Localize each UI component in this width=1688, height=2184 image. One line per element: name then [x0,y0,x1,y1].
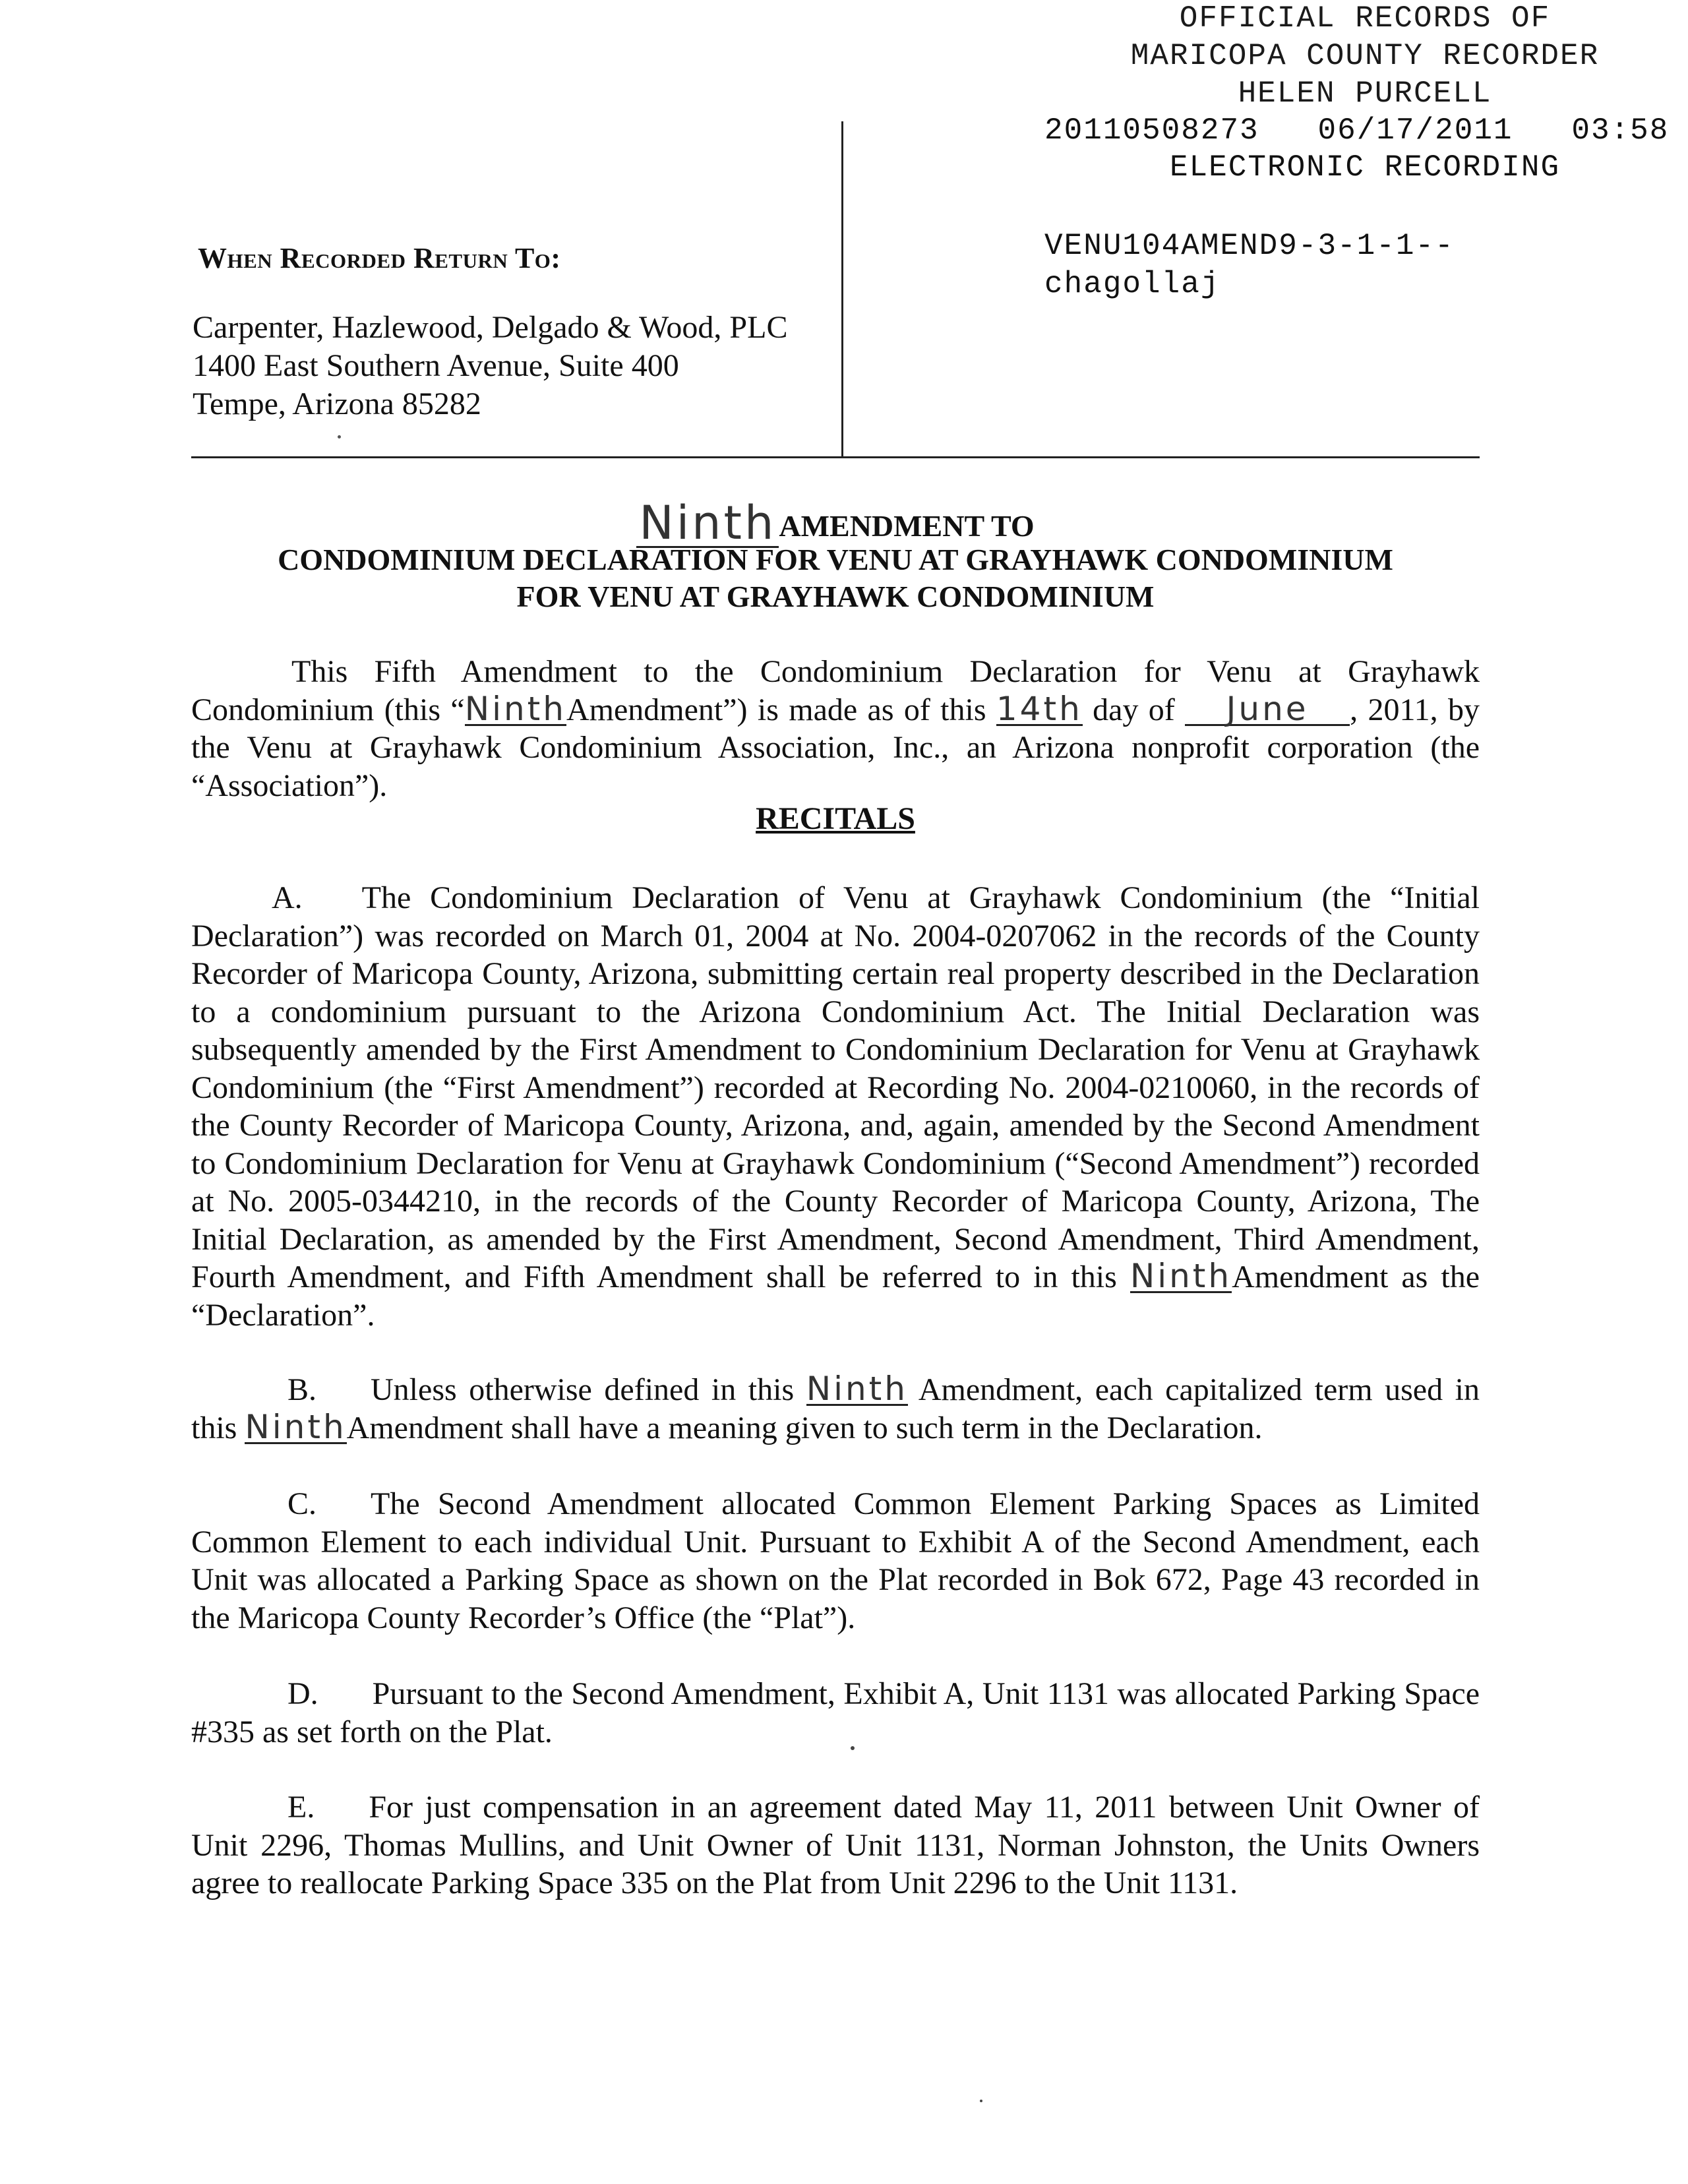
recital-c: C. The Second Amendment allocated Common Element Parking Spaces as Limited Common Element to each individual Unit. Pursuant to Exhibit A of the Second Amendment, each Unit was allocated a Parking Space as shown on the Plat recorded in Bok 672, Page 43 recorded in the Maricopa County Recorder’s Office (the “Plat”). [191,1486,1480,1635]
doc-code-line-2: chagollaj [1044,267,1221,301]
return-address-line-2: 1400 East Southern Avenue, Suite 400 [193,348,679,383]
header-rule [191,456,1480,458]
recital-e-letter: E. [287,1790,315,1825]
title-line-1-text: AMENDMENT TO [779,509,1035,543]
recital-b-letter: B. [287,1372,317,1407]
document-title-line-2: CONDOMINIUM DECLARATION FOR VENU AT GRAYHAWK CONDOMINIUM [278,543,1393,576]
scan-speck [338,435,341,439]
return-address-line-3: Tempe, Arizona 85282 [193,386,481,421]
recital-e: E. For just compensation in an agreement dated May 11, 2011 between Unit Owner of Unit 2296, Thomas Mullins, and Unit Owner of Unit 1131, Norman Johnston, the Units Owners agree to reallocate Parking Space 335 on the Plat from Unit 2296 to the Unit 1131. [191,1790,1480,1900]
return-address-line-1: Carpenter, Hazlewood, Delgado & Wood, PLC [193,310,788,345]
record-time: 03:58 [1571,113,1670,148]
handwritten-ordinal-title: Ninth [636,500,779,548]
handwritten-ordinal-recital-a: Ninth [1130,1257,1232,1295]
stamp-record-line [1044,113,1669,148]
recital-c-letter: C. [287,1486,317,1521]
record-date: 06/17/2011 [1317,113,1513,148]
recital-d: D. Pursuant to the Second Amendment, Exhibit A, Unit 1131 was allocated Parking Space #335 as set forth on the Plat. [191,1676,1480,1749]
handwritten-day: 14th [996,689,1083,728]
recorder-stamp [1042,0,1688,113]
handwritten-ordinal-recital-b-1: Ninth [806,1370,908,1408]
return-address [193,309,787,423]
intro-paragraph: This Fifth Amendment to the Condominium Declaration for Venu at Grayhawk Condominium (this “NinthAmendment”) is made as of this 14th day of June , 2011, by the Venu at Grayhawk Condominium Association, Inc., an Arizona nonprofit corporation (the “Association”). [191,654,1480,803]
scan-speck [980,2100,982,2102]
stamp-line-1: OFFICIAL RECORDS OF [1179,1,1551,36]
recital-a-letter: A. [272,880,303,915]
vertical-divider [841,121,843,456]
scan-speck [851,1746,855,1750]
handwritten-month: June [1185,694,1350,726]
record-number: 20110508273 [1044,113,1259,148]
recital-a: A. The Condominium Declaration of Venu at Grayhawk Condominium (the “Initial Declaration”) was recorded on March 01, 2004 at No. 2004-0207062 in the records of the County Recorder of Maricopa County, Arizona, submitting certain real property described in the Declaration to a condominium pursuant to the Arizona Condominium Act. The Initial Declaration was subsequently amended by the First Amendment to Condominium Declaration for Venu at Grayhawk Condominium (the “First Amendment”) recorded at Recording No. 2004-0210060, in the records of the County Recorder of Maricopa County, Arizona, and, again, amended by the Second Amendment to Condominium Declaration for Venu at Grayhawk Condominium (“Second Amendment”) recorded at No. 2005-0344210, in the records of the County Recorder of Maricopa County, Arizona, The Initial Declaration, as amended by the First Amendment, Second Amendment, Third Amendment, Fourth Amendment, and Fifth Amendment shall be referred to in this NinthAmendment as the “Declaration”. [191,880,1480,1333]
recital-d-letter: D. [287,1676,318,1711]
stamp-line-2: MARICOPA COUNTY RECORDER [1130,39,1600,73]
document-code [1044,227,1455,303]
doc-code-line-1: VENU104AMEND9-3-1-1-- [1044,229,1455,263]
handwritten-ordinal-recital-b-2: Ninth [245,1407,347,1446]
recording-type: ELECTRONIC RECORDING [1169,150,1561,185]
handwritten-ordinal-intro: Ninth [464,689,566,728]
recitals-heading: RECITALS [756,801,915,836]
document-title-line-3: FOR VENU AT GRAYHAWK CONDOMINIUM [516,580,1155,613]
recital-b: B. Unless otherwise defined in this Ninth Amendment, each capitalized term used in this NinthAmendment shall have a meaning given to such term in the Declaration. [191,1370,1480,1446]
return-to-heading: When Recorded Return To: [198,242,561,274]
stamp-line-3: HELEN PURCELL [1238,76,1492,111]
